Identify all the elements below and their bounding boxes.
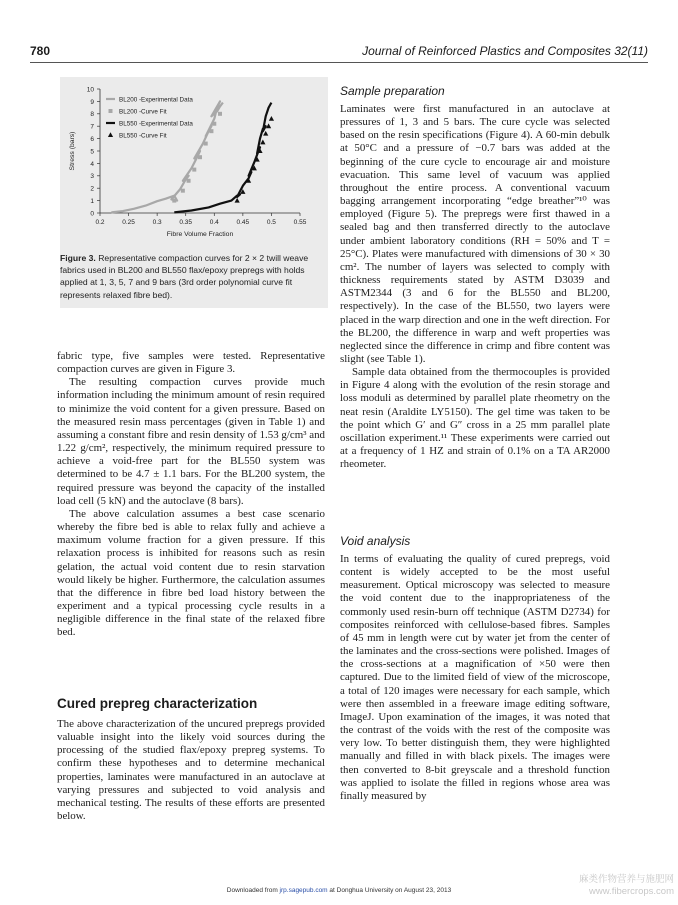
x-tick-label: 0.45 bbox=[236, 219, 250, 226]
y-tick-label: 5 bbox=[90, 148, 94, 156]
x-tick-label: 0.35 bbox=[179, 219, 193, 226]
subsection-heading: Void analysis bbox=[340, 534, 411, 548]
paragraph: The above calculation assumes a best case scenario whereby the fibre bed is able to relax fully and achieve a maximum volume fraction for a given pressure. If this relaxation process is inhibited for reasons such as resin gelation, the actual void content due to resin starvation would likely be higher. Furthermore, the calculation assumes that the difference in fibre bed load history between the experiment and a typical processing cycle results in a negligible difference in the final state of the relaxed fibre bed. bbox=[57, 507, 325, 639]
footer-suffix: at Donghua University on August 23, 2013 bbox=[327, 887, 452, 894]
legend-label: BL550 -Experimental Data bbox=[119, 120, 193, 128]
y-tick-label: 4 bbox=[90, 160, 94, 168]
footer-prefix: Downloaded from bbox=[226, 887, 280, 894]
footer-link[interactable]: jrp.sagepub.com bbox=[279, 887, 328, 894]
y-axis-label: Stress (bars) bbox=[69, 131, 76, 171]
x-tick-label: 0.5 bbox=[266, 219, 276, 226]
watermark-line: 麻类作物营养与施肥网 bbox=[578, 874, 674, 885]
y-tick-label: 8 bbox=[90, 111, 94, 119]
data-point bbox=[192, 168, 196, 172]
legend-swatch bbox=[108, 132, 113, 137]
paragraph: The above characterization of the uncured prepregs provided valuable insight into the likely void sources during the processing of the studied flax/epoxy prepreg systems. To confirm these hypotheses and to determine mechanical properties, laminates were manufactured in an autoclave at varying pressures and subjected to void analysis and mechanical testing. The results of these efforts are presented below. bbox=[57, 718, 325, 823]
subsection-heading: Sample preparation bbox=[340, 84, 445, 98]
download-footer bbox=[0, 887, 678, 894]
paragraph: In terms of evaluating the quality of cured prepregs, void content is widely accepted to be the most useful measurement. Optical microscopy was selected to measure the void content due to the inappropriateness of the commonly used resin-burn off technique (ASTM D2734) for composites reinforced with cellulose-based fibres. Samples of 45 mm in length were cut by water jet from the center of the laminates and the cross-sections were polished. Images of the cross-sections at a magnification of ×50 were then captured. Due to the limited field of view of the microscope, a total of 120 images were necessary for each sample, which were then assembled in a freeware image editing software, ImageJ. Upon examination of the images, it was noted that the contrast of the voids with the rest of the composite was very low. To better distinguish them, they were highlighted manually and filled in with black pixels. The images were then converted to 8-bit greyscale and a threshold function was applied to isolate the filled in regions whose area was finally measured by bbox=[340, 553, 610, 802]
data-point bbox=[209, 129, 213, 133]
paragraph: The resulting compaction curves provide much information including the minimum amount of resin required to minimize the void content for a given pressure. Based on the measured resin mass percentages (given in Table 1) and assuming a constant fibre and resin density of 1.53 g/cm³ and 1.22 g/cm², respectively, the minimum required pressure to achieve a void-free part for the BL550 system was determined to be 4.7 ± 1.1 bars. For the BL200 system, the required pressure was beyond the capacity of the installed load cell (5 kN) and the autoclave (8 bars). bbox=[57, 376, 325, 507]
figure-caption bbox=[60, 252, 324, 301]
legend-label: BL200 -Experimental Data bbox=[119, 96, 193, 104]
y-tick-label: 10 bbox=[86, 86, 94, 94]
x-tick-label: 0.3 bbox=[152, 219, 162, 226]
caption-text: Representative compaction curves for 2 × 2 twill weave fabrics used in BL200 and BL550 flax/epoxy prepregs with holds applied at 1, 3, 5, 7 and 9 bars (3rd order polynomial curve fit represents relaxed fibre bed). bbox=[60, 253, 309, 300]
y-tick-label: 1 bbox=[90, 198, 94, 205]
caption-label: Figure 3. bbox=[60, 253, 96, 263]
compaction-chart bbox=[60, 77, 328, 247]
data-point bbox=[204, 142, 208, 146]
running-header bbox=[30, 44, 648, 62]
left-column-body bbox=[57, 350, 325, 639]
journal-title: Journal of Reinforced Plastics and Composites 32(11) bbox=[362, 44, 648, 58]
left-column-section bbox=[57, 718, 325, 823]
y-tick-label: 7 bbox=[90, 123, 94, 131]
section-heading: Cured prepreg characterization bbox=[57, 696, 258, 711]
data-point bbox=[212, 122, 216, 126]
paragraph: Laminates were first manufactured in an autoclave at pressures of 1, 3 and 5 bars. The cure cycle was selected based on the resin specifications (Figure 4). A 60-min debulk at 50°C and a pressure of −0.7 bars was added at the beginning of the cure cycle to encourage air and moisture evacuation. This same level of vacuum was applied throughout the entire process. A conventional vacuum bagging arrangement incorporating “edge breather”¹⁰ was employed (Figure 5). The prepregs were first thawed in a sealed bag and then transferred directly to the autoclave under ambient laboratory conditions (RH = 50% and T = 25°C). Plates were manufactured with dimensions of 30 × 30 cm². The number of layers was selected to comply with thickness requirements stated by ASTM D3039 and ASTM2344 (3 and 6 for the BL550 and BL200, respectively). In the case of the BL550, two layers were placed in the warp direction and one in the weft direction. For the BL200, the difference in warp and weft properties was neglected since the difference in crimp and fibre content was slight (see Table 1). bbox=[340, 103, 610, 365]
legend-label: BL550 -Curve Fit bbox=[119, 132, 167, 140]
series-line bbox=[111, 101, 222, 212]
paragraph: fabric type, five samples were tested. Representative compaction curves are given in Figure 3. bbox=[57, 350, 325, 376]
data-point bbox=[187, 179, 191, 183]
x-tick-label: 0.4 bbox=[209, 219, 219, 226]
data-point bbox=[260, 140, 265, 145]
y-tick-label: 9 bbox=[90, 98, 94, 106]
y-tick-label: 6 bbox=[90, 136, 94, 143]
paragraph: Sample data obtained from the thermocouples is provided in Figure 4 along with the evolution of the resin storage and loss moduli as determined by parallel plate rheometry on the neat resin (Araldite LY5150). The gel time was taken to be the point which G′ and G″ cross in a 25 mm parallel plate oscillation experiment.¹¹ These experiments were carried out at a frequency of 1 HZ and strain of 0.1% on a TA AR2000 rheometer. bbox=[340, 366, 610, 471]
watermark-line: www.fibercrops.com bbox=[589, 886, 674, 897]
data-point bbox=[181, 189, 185, 193]
header-rule bbox=[30, 62, 648, 63]
data-point bbox=[218, 112, 222, 116]
x-tick-label: 0.55 bbox=[293, 219, 307, 226]
x-tick-label: 0.2 bbox=[95, 219, 105, 226]
y-tick-label: 2 bbox=[90, 185, 94, 193]
page-number: 780 bbox=[30, 44, 51, 58]
x-axis-label: Fibre Volume Fraction bbox=[166, 231, 234, 238]
right-column-section bbox=[340, 553, 610, 803]
data-point bbox=[269, 116, 274, 121]
legend-label: BL200 -Curve Fit bbox=[119, 108, 167, 116]
y-tick-label: 0 bbox=[90, 210, 94, 218]
site-watermark bbox=[579, 874, 674, 898]
data-point bbox=[198, 155, 202, 159]
right-column-body bbox=[340, 103, 610, 471]
legend-swatch bbox=[109, 109, 113, 113]
y-tick-label: 3 bbox=[90, 173, 94, 181]
data-point bbox=[172, 199, 176, 203]
data-point bbox=[266, 123, 271, 128]
x-tick-label: 0.25 bbox=[122, 219, 135, 226]
